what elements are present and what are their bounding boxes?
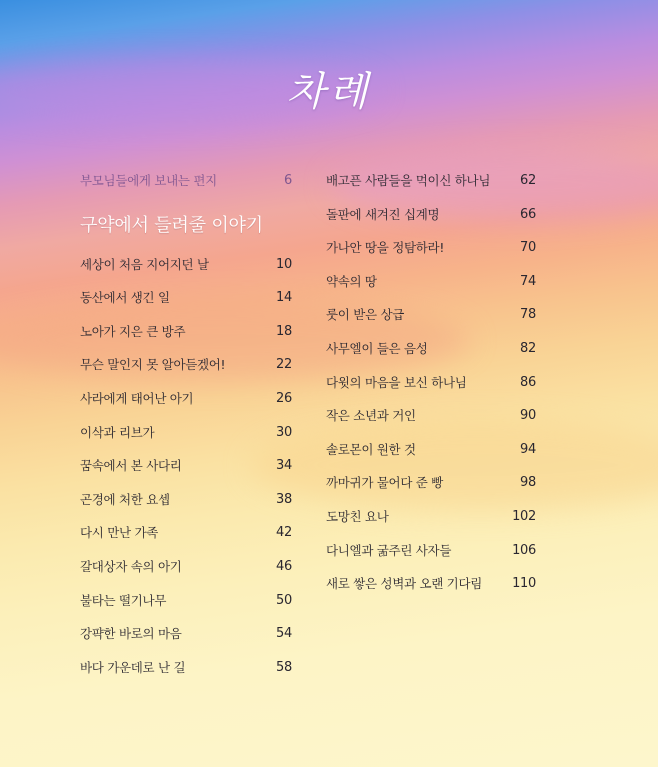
section-heading: 구약에서 들려줄 이야기 xyxy=(80,214,263,236)
toc-entry-label: 다윗의 마음을 보신 하나님 xyxy=(326,374,467,390)
toc-entry-label: 갈대상자 속의 아기 xyxy=(80,558,182,574)
page-title: 차례 xyxy=(286,69,372,115)
toc-entry-page: 74 xyxy=(520,273,536,289)
toc-entry[interactable] xyxy=(80,516,292,550)
toc-entry-page: 26 xyxy=(276,390,292,406)
toc-entry[interactable] xyxy=(80,416,292,450)
toc-entry[interactable] xyxy=(80,617,292,651)
toc-entry-label: 바다 가운데로 난 길 xyxy=(80,659,186,675)
toc-entry-label: 노아가 지은 큰 방주 xyxy=(80,323,186,339)
toc-entry[interactable] xyxy=(326,298,536,332)
toc-entry[interactable] xyxy=(80,382,292,416)
toc-entry-page: 78 xyxy=(520,307,536,323)
toc-entry[interactable] xyxy=(80,449,292,483)
toc-entry-letter[interactable] xyxy=(80,164,292,198)
toc-entry[interactable] xyxy=(326,567,536,601)
toc-entry-label: 사라에게 태어난 아기 xyxy=(80,390,194,406)
toc-entry[interactable] xyxy=(80,584,292,618)
toc-entry-page: 42 xyxy=(276,525,292,541)
toc-entry[interactable] xyxy=(326,332,536,366)
toc-entry-label: 약속의 땅 xyxy=(326,273,377,289)
toc-entry[interactable] xyxy=(80,348,292,382)
toc-entry[interactable] xyxy=(326,500,536,534)
toc-entry-label: 돌판에 새겨진 십계명 xyxy=(326,206,440,222)
toc-entry[interactable] xyxy=(326,466,536,500)
toc-entry-page: 70 xyxy=(520,240,536,256)
toc-entry[interactable] xyxy=(80,483,292,517)
toc-entry-page: 30 xyxy=(276,424,292,440)
toc-entry-label: 배고픈 사람들을 먹이신 하나님 xyxy=(326,173,491,188)
toc-entry-page: 102 xyxy=(512,508,536,524)
toc-entry-label: 사무엘이 들은 음성 xyxy=(326,340,428,356)
toc-entry-label: 무슨 말인지 못 알아듣겠어! xyxy=(80,357,226,373)
toc-entry-page: 18 xyxy=(276,323,292,339)
toc-entry-label: 이삭과 리브가 xyxy=(80,424,155,440)
toc-entry[interactable] xyxy=(326,198,536,232)
toc-entry-label: 곤경에 처한 요셉 xyxy=(80,491,170,507)
toc-entry[interactable] xyxy=(326,265,536,299)
toc-entry-page: 82 xyxy=(520,340,536,356)
toc-entry-label: 까마귀가 물어다 준 빵 xyxy=(326,475,443,491)
toc-entry-page: 58 xyxy=(276,659,292,675)
toc-right-column xyxy=(326,164,536,601)
toc-entry-page: 66 xyxy=(520,206,536,222)
toc-left-list xyxy=(80,248,292,685)
toc-entry-page: 46 xyxy=(276,558,292,574)
toc-entry-page: 14 xyxy=(276,290,292,306)
toc-entry-page: 22 xyxy=(276,357,292,373)
toc-entry-page: 106 xyxy=(512,542,536,558)
toc-entry-label: 작은 소년과 거인 xyxy=(326,408,416,424)
toc-entry-label: 다니엘과 굶주린 사자들 xyxy=(326,542,452,558)
toc-entry-page: 94 xyxy=(520,441,536,457)
toc-entry-page: 90 xyxy=(520,408,536,424)
toc-entry[interactable] xyxy=(80,281,292,315)
toc-entry-label: 불타는 떨기나무 xyxy=(80,592,167,608)
toc-entry-label: 도망친 요나 xyxy=(326,508,389,524)
toc-entry-label: 세상이 처음 지어지던 날 xyxy=(80,256,209,272)
toc-entry[interactable] xyxy=(80,651,292,685)
toc-entry-page: 86 xyxy=(520,374,536,390)
toc-entry-label: 다시 만난 가족 xyxy=(80,525,158,541)
toc-entry-page: 110 xyxy=(512,576,536,592)
toc-entry-page: 38 xyxy=(276,491,292,507)
toc-entry-page: 10 xyxy=(276,256,292,272)
toc-entry-label: 솔로몬이 원한 것 xyxy=(326,441,416,457)
toc-entry[interactable] xyxy=(80,550,292,584)
toc-entry-page: 6 xyxy=(284,173,292,188)
toc-entry[interactable] xyxy=(326,399,536,433)
toc-entry-page: 62 xyxy=(520,173,536,188)
toc-entry-page: 98 xyxy=(520,475,536,491)
toc-entry-page: 50 xyxy=(276,592,292,608)
toc-entry[interactable] xyxy=(326,366,536,400)
toc-entry-page: 54 xyxy=(276,626,292,642)
toc-entry-label: 룻이 받은 상급 xyxy=(326,307,404,323)
toc-entry-label: 동산에서 생긴 일 xyxy=(80,290,170,306)
toc-entry-label: 부모님들에게 보내는 편지 xyxy=(80,173,217,188)
toc-entry-label: 가나안 땅을 정탐하라! xyxy=(326,240,445,256)
toc-entry-label: 새로 쌓은 성벽과 오랜 기다림 xyxy=(326,576,482,592)
toc-entry[interactable] xyxy=(80,248,292,282)
toc-entry[interactable] xyxy=(326,433,536,467)
toc-entry[interactable] xyxy=(326,231,536,265)
toc-entry[interactable] xyxy=(326,164,536,198)
toc-left-column xyxy=(80,164,292,684)
toc-entry[interactable] xyxy=(326,534,536,568)
toc-entry-label: 강퍅한 바로의 마음 xyxy=(80,626,182,642)
toc-entry[interactable] xyxy=(80,315,292,349)
toc-entry-label: 꿈속에서 본 사다리 xyxy=(80,458,182,474)
toc-entry-page: 34 xyxy=(276,458,292,474)
